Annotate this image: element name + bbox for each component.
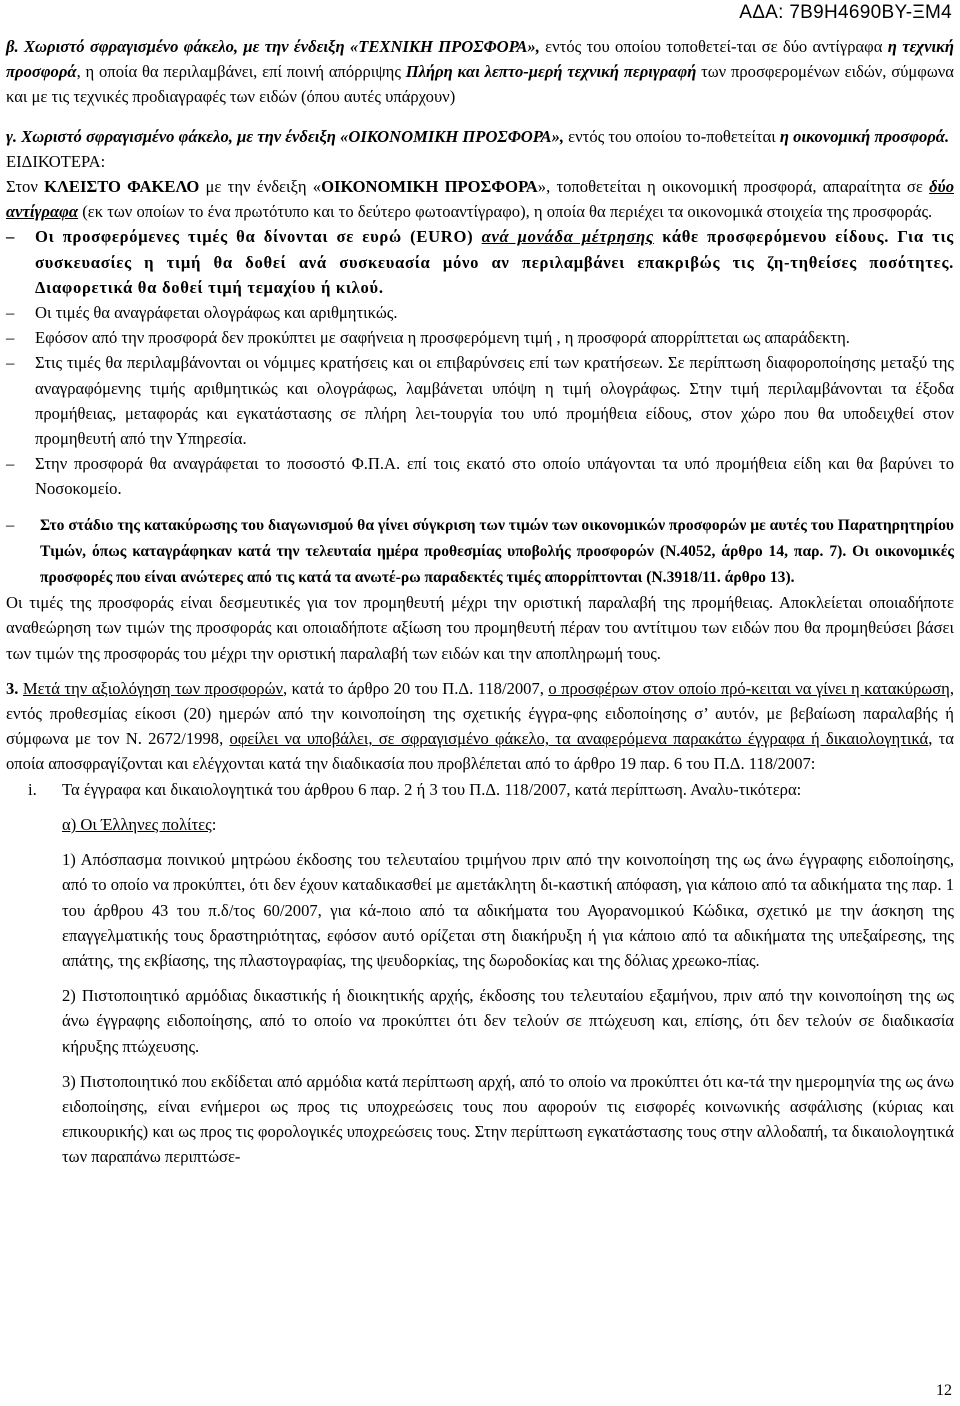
bullet-5-text: Στην προσφορά θα αναγράφεται το ποσοστό Φ.Π.Α. επί τοις εκατό στο οποίο υπάγονται τα υπό προμήθεια είδη και θα βαρύνει το Νοσοκομείο. [35,454,954,499]
bullet-4-text: Στις τιμές θα περιλαμβάνονται οι νόμιμες κρατήσεις και οι επιβαρύνσεις επί των κρατήσεων. Σε περίπτωση διαφοροποίησης μεταξύ της αναγραφόμενης τιμής αριθμητικώς και ολογράφως, λαμβάνεται υπόψη η τιμή ολογράφως. Στην τιμή περιλαμβάνονται τα έξοδα προμήθειας, μεταφοράς και εγκατάστασης σε πλήρη λει-τουργία του υπό προμήθεια είδους, στον χώρο που θα υποδειχθεί στον προμηθευτή από την Υπηρεσία. [35,353,954,449]
bullet-item [6,325,954,350]
greek-citizens-heading [6,812,954,837]
bullet-item [6,350,954,451]
section-3-paragraph [6,676,954,777]
dash-marker: – [6,514,15,534]
section-3-underlined-1: Μετά την αξιολόγηση των προσφορών [22,678,283,698]
item-i [6,777,954,802]
dash-marker: – [6,353,15,373]
bullet-6-text: Στο στάδιο της κατακύρωσης του διαγωνισμού θα γίνει σύγκριση των τιμών των οικονομικών προσφορών με αυτές του Παρατηρητηρίου Τιμών, όπως καταγράφηκαν κατά την τελευταία ημέρα προθεσμίας υποβολής προσφορών (Ν.4052, άρθρο 14, παρ. 7). Οι οικονομικές προσφορές που είναι ανώτερες από τις κατά τα ανωτέ-ρω παραδεκτές τιμές απορρίπτονται (Ν.3918/11. άρθρο 13). [40,516,954,587]
dash-marker: – [6,454,15,474]
dash-marker: – [6,227,15,247]
specifically-text-4: (εκ των οποίων το ένα πρωτότυπο και το δεύτερο φωτοαντίγραφο), η οποία θα περιέχει τα οικονομικά στοιχεία της προσφοράς. [78,202,933,222]
section-3-underlined-3: οφείλει να υποβάλει, σε σφραγισμένο φάκελο, τα αναφερόμενα παρακάτω έγγραφα ή δικαιολογητικά [229,729,929,749]
two-copies-label: δύο αντίγραφα [6,177,954,222]
section-b-emphasis-1: η τεχνική προσφορά [6,37,954,82]
financial-offer-label: ΟΙΚΟΝΟΜΙΚΗ ΠΡΟΣΦΟΡΑ [321,177,538,197]
bullet-2-text: Οι τιμές θα αναγράφεται ολογράφως και αριθμητικώς. [35,303,398,323]
section-3-text-2: , εντός προθεσμίας είκοσι (20) ημερών από την κοινοποίηση της σχετικής έγγρα-φης ειδοποίησης σ’ αυτόν, με βεβαίωση παραλαβής ή σύμφωνα με τον Ν. 2672/1998, [6,678,954,749]
section-3-number: 3. [6,678,19,698]
specifically-text-2: με την ένδειξη « [199,177,322,197]
section-b-text: εντός του οποίου τοποθετεί-ται σε δύο αντίγραφα [539,37,888,56]
bullet-3-text: Εφόσον από την προσφορά δεν προκύπτει με σαφήνεια η προσφερόμενη τιμή , η προσφορά απορρίπτεται ως απαράδεκτη. [35,328,850,348]
section-3-text-1: , κατά το άρθρο 20 του Π.Δ. 118/2007, [283,678,549,698]
bullet-item [6,300,954,325]
point-2: 2) Πιστοποιητικό αρμόδιας δικαστικής ή διοικητικής αρχής, έκδοσης του τελευταίου εξαμήνου, πριν από την κοινοποίηση της ως άνω έγγραφης ειδοποίησης, από το οποίο να προκύπτει ότι δεν τελούν σε πτώχευση και, επίσης, ότι δεν τελούν σε διαδικασία κήρυξης πτώχευσης. [62,986,954,1056]
specifically-paragraph [6,174,954,224]
section-3-underlined-2: ο προσφέρων στον οποίο πρό-κειται να γίνει η κατακύρωση [548,678,950,698]
item-i-text: Τα έγγραφα και δικαιολογητικά του άρθρου 6 παρ. 2 ή 3 του Π.Δ. 118/2007, κατά περίπτωση. Αναλυ-τικότερα: [62,779,802,799]
section-c-heading: γ. Χωριστό σφραγισμένο φάκελο, με την ένδειξη «ΟΙΚΟΝΟΜΙΚΗ ΠΡΟΣΦΟΡΑ», [6,126,565,146]
document-body [6,34,954,1170]
bullet-item [6,451,954,501]
section-b-text-2: , η οποία θα περιλαμβάνει, επί ποινή απόρριψης [76,62,406,82]
point-3: 3) Πιστοποιητικό που εκδίδεται από αρμόδια κατά περίπτωση αρχή, από το οποίο να προκύπτει ότι κα-τά την ημερομηνία της ως άνω ειδοποίησης, είναι ενήμεροι ως προς τις υποχρεώσεις τους που αφορούν τις εισφορές κοινωνικής ασφάλισης (κύριας και επικουρικής) και ως προς τις φορολογικές υποχρεώσεις τους. Στην περίπτωση εγκατάστασης τους στην αλλοδαπή, τα δικαιολογητικά των παραπάνω περιπτώσε- [62,1071,954,1167]
specifically-text-1: Στον [6,177,45,197]
closed-envelope-label: ΚΛΕΙΣΤΟ ΦΑΚΕΛΟ [44,177,200,197]
dash-marker: – [6,303,15,323]
page-number: 12 [936,1382,952,1399]
per-unit-label: ανά μονάδα μέτρησης [481,227,655,247]
point-1: 1) Απόσπασμα ποινικού μητρώου έκδοσης του τελευταίου τριμήνου πριν από την κοινοποίηση της ως άνω έγγραφης ειδοποίησης, από το οποίο να προκύπτει, ότι δεν έχουν καταδικασθεί με αμετάκλητη δι-καστική απόφαση, για κάποιο από τα αδικήματα της παρ. 1 του άρθρου 43 του π.δ/τος 60/2007, για κά-ποιο από τα αδικήματα του Αγορανομικού Κώδικα, σχετικό με την άσκηση της επαγγελματικής τους δραστηριότητας, εφόσον αυτό ορίζεται στη διακήρυξη ή για κάποιο από τα αδικήματα της υπεξαίρεσης, της απάτης, της εκβίασης, της πλαστογραφίας, της ψευδορκίας, της δωροδοκίας και της δόλιας χρεωκο-πίας. [62,850,954,970]
bullet-1-text-2: κάθε προσφερόμενου είδους. Για τις συσκευασίες η τιμή θα δοθεί ανά συσκευασία μόνο αν περιλαμβάνει επακριβώς τις ζη-τηθείσες ποσότητες. Διαφορετικά θα δοθεί τιμή τεμαχίου ή κιλού. [35,227,954,297]
section-c-paragraph [6,124,954,149]
section-b-heading: β. Χωριστό σφραγισμένο φάκελο, με την ένδειξη «ΤΕΧΝΙΚΗ ΠΡΟΣΦΟΡΑ», [6,37,540,56]
bullet-item [6,512,954,591]
section-b-paragraph [6,34,954,110]
binding-prices-paragraph: Οι τιμές της προσφοράς είναι δεσμευτικές για τον προμηθευτή μέχρι την οριστική παραλαβή της προμήθειας. Αποκλείεται οποιαδήποτε αναθεώρηση των τιμών της προσφοράς και οποιαδήποτε αξίωση του προμηθευτή πέραν του αντίτιμου των ειδών που θα προμηθεύσει βάσει των τιμών της προσφοράς του μέχρι την οριστική παραλαβή των ειδών και την αποπληρωμή τους. [6,593,954,663]
bullet-item [6,224,954,300]
greek-citizens-colon: : [211,814,217,834]
section-b-text-3: των προσφερομένων ειδών, σύμφωνα και με τις τεχνικές προδιαγραφές των ειδών (όπου αυτές υπάρχουν) [6,62,954,107]
bullet-1-text: Οι προσφερόμενες τιμές θα δίνονται σε ευρώ (EURO) [35,227,482,247]
greek-citizens-label: α) Οι Έλληνες πολίτες [62,814,212,834]
section-c-emphasis: η οικονομική προσφορά. [779,126,950,146]
specifically-heading: ΕΙΔΙΚΟΤΕΡΑ: [6,151,106,171]
section-3-text-3: , τα οποία αποσφραγίζονται και ελέγχονται κατά την διαδικασία που προβλέπεται από το άρθρο 19 παρ. 6 του Π.Δ. 118/2007: [6,729,954,774]
item-i-number: i. [28,779,37,799]
ada-identifier: ΑΔΑ: 7Β9Η4690ΒΥ-ΞΜ4 [739,2,952,23]
specifically-text-3: », τοποθετείται η οικονομική προσφορά, απαραίτητα σε [537,177,930,197]
section-b-emphasis-2: Πλήρη και λεπτο-μερή τεχνική περιγραφή [405,62,697,82]
section-c-text: εντός του οποίου το-ποθετείται [564,126,780,146]
dash-marker: – [6,328,15,348]
